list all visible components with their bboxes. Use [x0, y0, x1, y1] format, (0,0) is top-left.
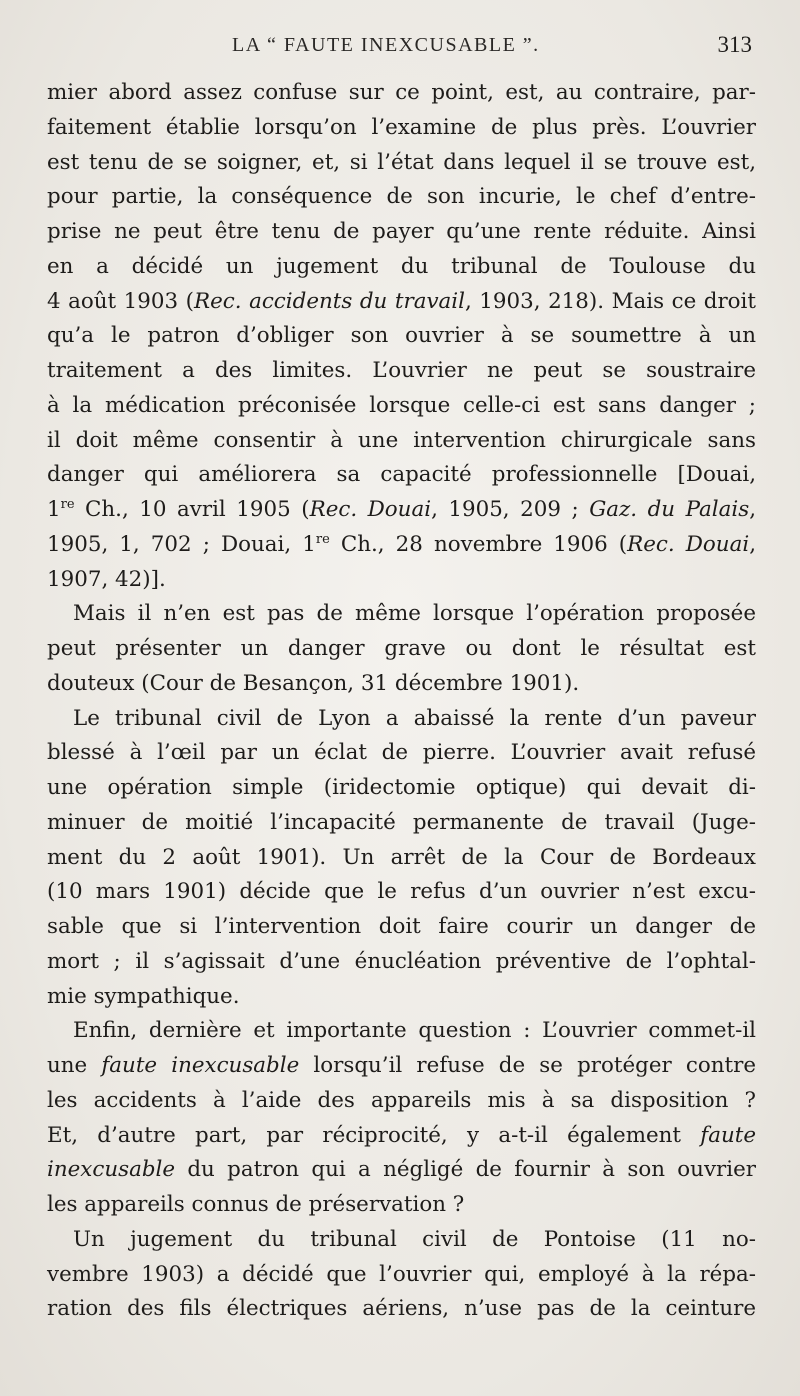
text-line: [47, 945, 756, 980]
text-segment: qu’a le patron d’obliger son ouvrier à se soumettre à un: [47, 323, 756, 349]
text-line: [47, 1223, 756, 1258]
text-line: [47, 702, 756, 737]
text-segment: 1: [47, 497, 61, 522]
text-segment: mie sympathique.: [47, 983, 240, 1009]
text-line: [47, 180, 756, 215]
text-line: [47, 1292, 756, 1327]
text-segment: les accidents à l’aide des appareils mis à sa disposition ?: [47, 1087, 756, 1113]
text-line: [47, 1258, 756, 1293]
text-segment: Ch., 28 novembre 1906 (: [329, 531, 628, 557]
text-segment: peut présenter un danger grave ou dont le résultat est: [47, 636, 756, 661]
superscript: re: [315, 531, 330, 547]
text-segment: à la médication préconisée lorsque celle-ci est sans danger ;: [47, 392, 756, 418]
text-segment: (10 mars 1901) décide que le refus d’un ouvrier n’est excu-: [47, 879, 756, 905]
text-line: [47, 1188, 756, 1223]
text-segment: il doit même consentir à une intervention chirurgicale sans: [47, 427, 756, 453]
text-line: [47, 563, 756, 598]
text-segment: douteux (Cour de Besançon, 31 décembre 1901).: [47, 670, 580, 696]
text-line: [47, 1153, 756, 1188]
text-segment: ,: [749, 531, 756, 557]
text-line: [47, 875, 756, 910]
text-segment: ration des fils électriques aériens, n’use pas de la ceinture: [47, 1296, 756, 1322]
text-line: [47, 910, 756, 945]
text-line: [47, 111, 756, 146]
text-line: [47, 841, 756, 876]
text-segment: une opération simple (iridectomie optique) qui devait di-: [47, 775, 756, 800]
text-segment: 1905, 1, 702 ; Douai, 1: [47, 531, 316, 557]
text-segment: ,: [749, 497, 756, 522]
text-segment: Ch., 10 avril 1905 (: [74, 497, 310, 522]
text-line: [47, 458, 756, 493]
text-line: [47, 632, 756, 667]
text-line: [47, 215, 756, 250]
superscript: re: [60, 497, 75, 512]
body-text: [47, 76, 756, 1327]
text-segment: Et, d’autre part, par réciprocité, y a-t-il également: [47, 1122, 701, 1148]
text-line: [47, 250, 756, 285]
italic-text: Gaz. du Palais: [589, 497, 750, 522]
text-line: [47, 493, 756, 528]
text-segment: danger qui améliorera sa capacité professionnelle [Douai,: [47, 462, 756, 488]
text-line: [47, 771, 756, 806]
italic-text: inexcusable: [47, 1157, 176, 1183]
italic-text: Rec. accidents du travail: [194, 288, 465, 314]
text-segment: blessé à l’œil par un éclat de pierre. L’ouvrier avait refusé: [47, 740, 756, 766]
text-segment: ment du 2 août 1901). Un arrêt de la Cour de Bordeaux: [47, 844, 756, 870]
text-line: [47, 1119, 756, 1154]
text-segment: Mais il n’en est pas de même lorsque l’opération proposée: [73, 601, 756, 627]
text-segment: mort ; il s’agissait d’une énucléation préventive de l’ophtal-: [47, 948, 756, 974]
text-line: [47, 354, 756, 389]
text-segment: lorsqu’il refuse de se protéger contre: [299, 1053, 756, 1078]
text-line: [47, 980, 756, 1015]
text-segment: Un jugement du tribunal civil de Pontoise (11 no-: [73, 1226, 756, 1252]
text-line: [47, 1049, 756, 1084]
text-segment: Le tribunal civil de Lyon a abaissé la rente d’un paveur: [73, 705, 756, 731]
text-line: [47, 806, 756, 841]
text-segment: est tenu de se soigner, et, si l’état dans lequel il se trouve est,: [47, 149, 756, 175]
italic-text: Rec. Douai: [309, 497, 432, 522]
italic-text: Rec. Douai: [627, 531, 750, 557]
text-segment: Enfin, dernière et importante question : L’ouvrier commet-il: [73, 1018, 756, 1044]
text-line: [47, 285, 756, 320]
text-segment: 1907, 42)].: [47, 566, 166, 592]
text-segment: du patron qui a négligé de fournir à son ouvrier: [175, 1157, 756, 1183]
text-segment: une: [47, 1053, 102, 1078]
text-line: [47, 736, 756, 771]
text-line: [47, 597, 756, 632]
text-segment: les appareils connus de préservation ?: [47, 1192, 465, 1217]
running-title: LA “ FAUTE INEXCUSABLE ”.: [232, 34, 540, 56]
text-line: [47, 319, 756, 354]
page-number: 313: [717, 32, 752, 57]
text-line: [47, 1084, 756, 1119]
text-segment: sable que si l’intervention doit faire courir un danger de: [47, 914, 756, 939]
text-line: [47, 424, 756, 459]
text-segment: pour partie, la conséquence de son incurie, le chef d’entre-: [47, 184, 756, 210]
text-segment: vembre 1903) a décidé que l’ouvrier qui, employé à la répa-: [47, 1261, 756, 1287]
page-header: [0, 30, 800, 70]
italic-text: faute inexcusable: [101, 1053, 300, 1078]
text-segment: traitement a des limites. L’ouvrier ne peut se soustraire: [47, 358, 756, 383]
text-segment: , 1905, 209 ;: [431, 497, 590, 522]
text-segment: minuer de moitié l’incapacité permanente de travail (Juge-: [47, 809, 756, 835]
text-segment: en a décidé un jugement du tribunal de Toulouse du: [47, 253, 756, 279]
text-line: [47, 667, 756, 702]
text-line: [47, 146, 756, 181]
italic-text: faute: [700, 1122, 756, 1148]
text-segment: , 1903, 218). Mais ce droit: [464, 288, 756, 314]
text-segment: 4 août 1903 (: [47, 288, 194, 314]
text-segment: faitement établie lorsqu’on l’examine de plus près. L’ouvrier: [47, 114, 756, 140]
text-line: [47, 1014, 756, 1049]
text-line: [47, 528, 756, 563]
text-segment: prise ne peut être tenu de payer qu’une rente réduite. Ainsi: [47, 219, 756, 244]
text-line: [47, 76, 756, 111]
text-line: [47, 389, 756, 424]
text-segment: mier abord assez confuse sur ce point, est, au contraire, par-: [47, 80, 756, 105]
